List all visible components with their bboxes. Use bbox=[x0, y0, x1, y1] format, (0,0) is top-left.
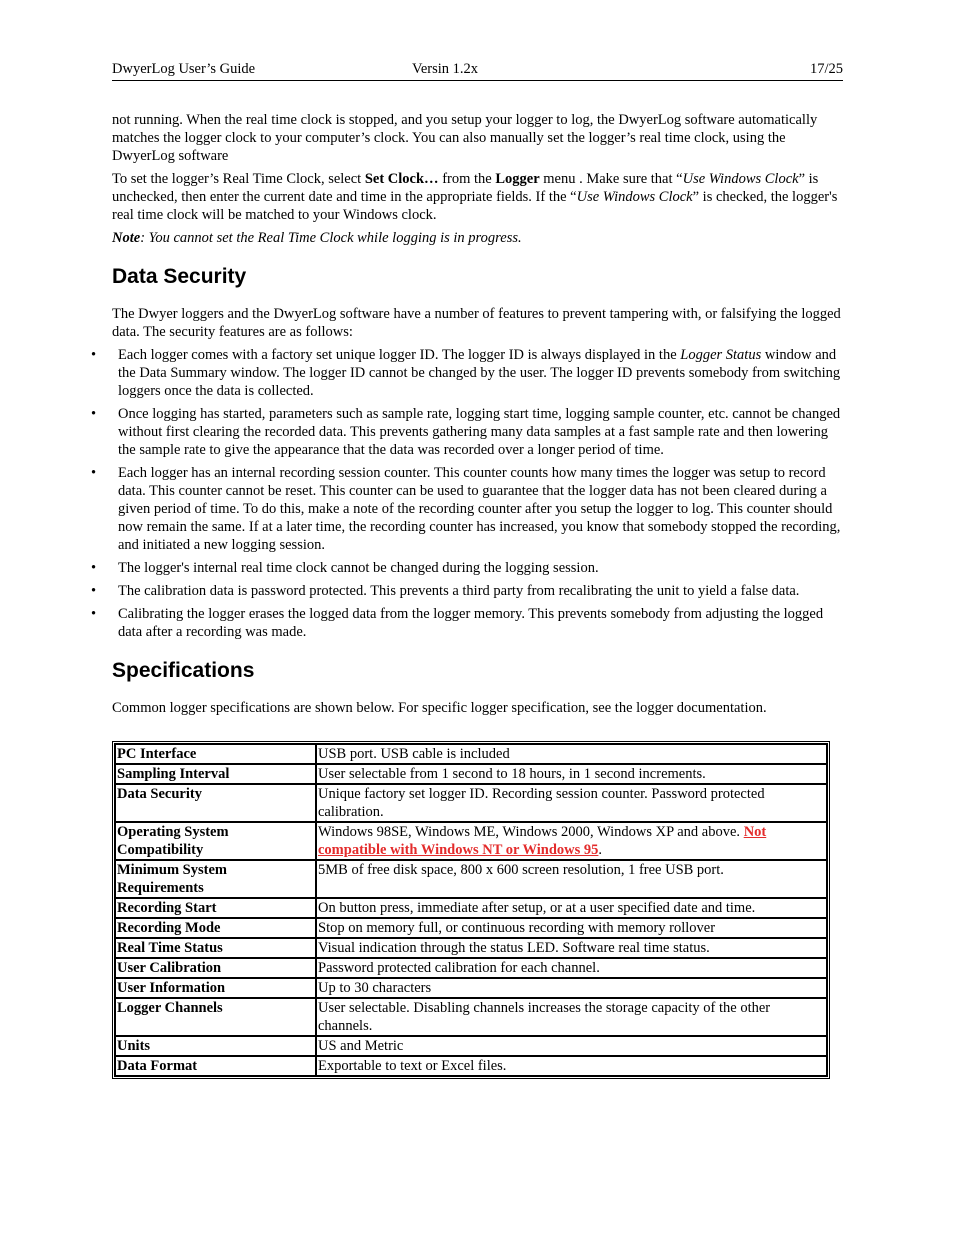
header-version: Versin 1.2x bbox=[412, 61, 479, 77]
text-run: . bbox=[598, 842, 603, 858]
spec-key: Minimum System Requirements bbox=[115, 860, 316, 898]
intro-paragraph-1: not running. When the real time clock is stopped, and you setup your logger to log, the DwyerLog software automatically matches the logger clock to your computer’s clock. You can also manually set the logger’s real time clock, using the DwyerLog software bbox=[112, 112, 818, 164]
list-item bbox=[91, 464, 843, 554]
spec-key: Logger Channels bbox=[115, 998, 316, 1036]
note-label: Note bbox=[112, 230, 141, 246]
spec-value bbox=[316, 822, 827, 860]
table-row bbox=[115, 998, 827, 1036]
text-run: Once logging has started, parameters such as sample rate, logging start time, logging sample counter, etc. cannot be changed without first clearing the recorded data. This prevents gathering many data samples at a fast sample rate and then lowering the sample rate to give the appearance that the data was recorded over a longer period of time. bbox=[118, 406, 841, 458]
header-doc-title: DwyerLog User’s Guide bbox=[112, 61, 256, 77]
spec-value: Unique factory set logger ID. Recording session counter. Password protected calibration. bbox=[316, 784, 827, 822]
table-row bbox=[115, 860, 827, 898]
header-page-number: 17/25 bbox=[809, 61, 843, 77]
text-run: menu . Make sure that “ bbox=[539, 171, 683, 187]
table-row bbox=[115, 764, 827, 784]
text-run: window and the Data Summary window. The logger ID cannot be changed by the user. The logger ID prevents somebody from switching loggers once the data is collected. bbox=[118, 347, 841, 399]
list-item bbox=[91, 405, 843, 459]
spec-key: Recording Mode bbox=[115, 918, 316, 938]
note bbox=[112, 229, 843, 247]
spec-key: Data Security bbox=[115, 784, 316, 822]
list-item bbox=[91, 605, 843, 641]
table-row bbox=[115, 1036, 827, 1056]
spec-value: Stop on memory full, or continuous recording with memory rollover bbox=[316, 918, 827, 938]
table-row bbox=[115, 898, 827, 918]
text-run: ” is checked, the logger's real time clock will be matched to your Windows clock. bbox=[112, 189, 838, 223]
text-run: Calibrating the logger erases the logged data from the logger memory. This prevents somebody from adjusting the logged data after a recording was made. bbox=[118, 606, 824, 640]
page-header bbox=[112, 61, 843, 81]
table-row bbox=[115, 958, 827, 978]
text-run: The logger's internal real time clock cannot be changed during the logging session. bbox=[118, 560, 599, 576]
security-list bbox=[91, 346, 843, 641]
spec-key: User Calibration bbox=[115, 958, 316, 978]
table-row bbox=[115, 978, 827, 998]
table-row bbox=[115, 938, 827, 958]
security-intro: The Dwyer loggers and the DwyerLog software have a number of features to prevent tampering with, or falsifying the logged data. The security features are as follows: bbox=[112, 306, 841, 340]
table-row bbox=[115, 784, 827, 822]
spec-value: USB port. USB cable is included bbox=[316, 744, 827, 764]
option-use-windows-clock: Use Windows Clock bbox=[682, 171, 799, 187]
spec-key: PC Interface bbox=[115, 744, 316, 764]
text-run: To set the logger’s Real Time Clock, select bbox=[112, 171, 365, 187]
spec-value: Exportable to text or Excel files. bbox=[316, 1056, 827, 1076]
spec-value: User selectable from 1 second to 18 hours, in 1 second increments. bbox=[316, 764, 827, 784]
spec-key: Sampling Interval bbox=[115, 764, 316, 784]
spec-key: Recording Start bbox=[115, 898, 316, 918]
text-run: ” is unchecked, then enter the current date and time in the appropriate fields. If the “ bbox=[112, 171, 819, 205]
bullet-icon: • bbox=[91, 560, 97, 576]
text-run: Each logger has an internal recording session counter. This counter counts how many times the logger was setup to record data. This counter cannot be reset. This counter can be used to guarantee that the logger data has not been cleared during a given period of time. To do this, make a note of the recording counter after you setup the logger to log. This counter should now remain the same. If at a later time, the recording counter has increased, you know that somebody stopped the recording, and initiated a new logging session. bbox=[118, 465, 841, 553]
spec-value: 5MB of free disk space, 800 x 600 screen resolution, 1 free USB port. bbox=[316, 860, 827, 898]
list-item bbox=[91, 582, 843, 600]
menu-item-set-clock: Set Clock… bbox=[364, 171, 439, 187]
compatibility-warning: Not compatible with Windows NT or Windows 95 bbox=[318, 824, 767, 858]
intro-paragraph-2 bbox=[112, 170, 843, 224]
text-run: The calibration data is password protected. This prevents a third party from recalibrating the unit to yield a false data. bbox=[118, 583, 800, 599]
bullet-icon: • bbox=[91, 465, 97, 481]
table-row bbox=[115, 744, 827, 764]
bullet-icon: • bbox=[91, 606, 97, 622]
page-content bbox=[91, 111, 843, 1079]
bullet-icon: • bbox=[91, 406, 97, 422]
spec-value: Up to 30 characters bbox=[316, 978, 827, 998]
spec-value: On button press, immediate after setup, or at a user specified date and time. bbox=[316, 898, 827, 918]
spec-value: User selectable. Disabling channels increases the storage capacity of the other channels. bbox=[316, 998, 827, 1036]
table-row bbox=[115, 918, 827, 938]
option-use-windows-clock: Use Windows Clock bbox=[576, 189, 693, 205]
spec-key: Real Time Status bbox=[115, 938, 316, 958]
text-run: from the bbox=[438, 171, 496, 187]
bullet-icon: • bbox=[91, 583, 97, 599]
spec-key: User Information bbox=[115, 978, 316, 998]
spec-key: Operating System Compatibility bbox=[115, 822, 316, 860]
text-run: Each logger comes with a factory set unique logger ID. The logger ID is always displayed in the bbox=[118, 347, 681, 363]
list-item bbox=[91, 559, 843, 577]
specifications-table bbox=[112, 741, 830, 1079]
note-text: : You cannot set the Real Time Clock while logging is in progress. bbox=[140, 230, 522, 246]
spec-value: Visual indication through the status LED. Software real time status. bbox=[316, 938, 827, 958]
spec-key: Units bbox=[115, 1036, 316, 1056]
window-logger-status: Logger Status bbox=[680, 347, 762, 363]
spec-value: US and Metric bbox=[316, 1036, 827, 1056]
bullet-icon: • bbox=[91, 347, 97, 363]
table-row bbox=[115, 1056, 827, 1076]
list-item bbox=[91, 346, 843, 400]
spec-key: Data Format bbox=[115, 1056, 316, 1076]
specs-intro: Common logger specifications are shown below. For specific logger specification, see the logger documentation. bbox=[112, 700, 767, 716]
table-row bbox=[115, 822, 827, 860]
spec-value: Password protected calibration for each channel. bbox=[316, 958, 827, 978]
menu-logger: Logger bbox=[495, 171, 540, 187]
text-run: Windows 98SE, Windows ME, Windows 2000, Windows XP and above. bbox=[318, 824, 744, 840]
heading-data-security: Data Security bbox=[112, 265, 247, 288]
heading-specifications: Specifications bbox=[112, 659, 255, 682]
